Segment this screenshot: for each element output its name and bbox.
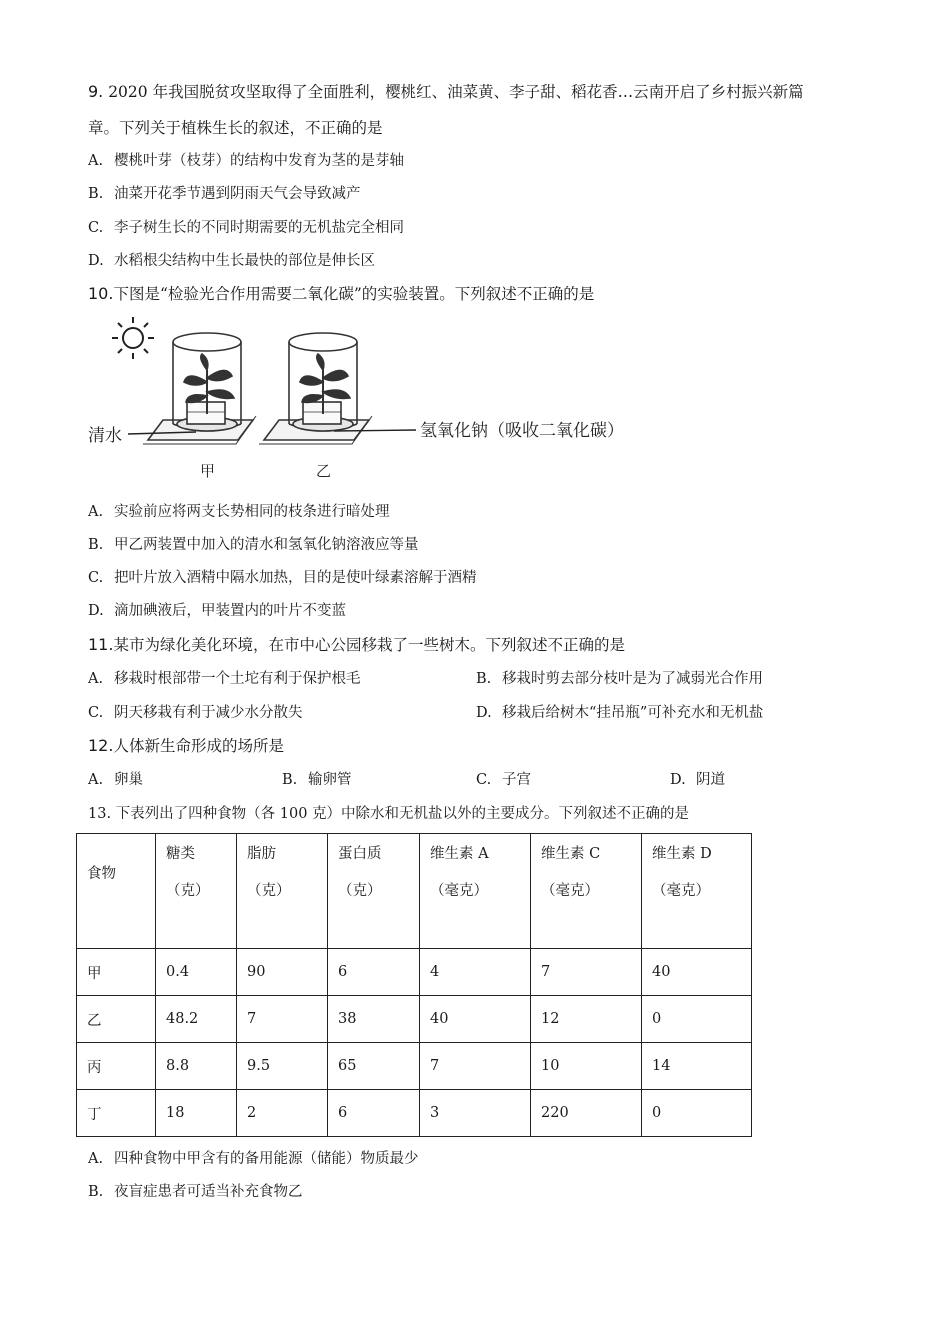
table-cell: 甲: [77, 949, 156, 996]
table-cell: 90: [237, 949, 328, 996]
option-label: C.: [88, 570, 104, 586]
q12-option-a: [88, 770, 143, 790]
q11-option-b: [476, 669, 763, 689]
option-text: 李子树生长的不同时期需要的无机盐完全相同: [114, 220, 404, 236]
table-cell: 3: [420, 1090, 531, 1137]
q12-number: 12.: [88, 736, 114, 755]
option-text: 输卵管: [308, 772, 352, 788]
option-label: C.: [88, 220, 104, 236]
table-cell: 4: [420, 949, 531, 996]
option-text: 卵巢: [114, 772, 143, 788]
header-cell: [237, 834, 328, 949]
option-label: C.: [88, 705, 104, 721]
option-label: D.: [670, 772, 686, 788]
table-cell: 9.5: [237, 1043, 328, 1090]
header-unit: （毫克）: [652, 883, 710, 899]
q10-stem-text: 下图是“检验光合作用需要二氧化碳”的实验装置。下列叙述不正确的是: [113, 285, 595, 303]
header-unit: （毫克）: [541, 883, 599, 899]
q11-option-a: [88, 669, 361, 689]
q9-option-a: [88, 151, 404, 171]
header-cell: [156, 834, 237, 949]
header-cell: [77, 834, 156, 949]
table-row: [77, 996, 752, 1043]
q9-stem-line2: 章。下列关于植株生长的叙述，不正确的是: [88, 119, 383, 137]
header-text: 脂肪: [247, 846, 276, 862]
option-label: B.: [282, 772, 298, 788]
q12-option-c: [476, 770, 531, 790]
q9-number: 9.: [88, 82, 104, 101]
q9-stem-text: 2020 年我国脱贫攻坚取得了全面胜利，樱桃红、油菜黄、李子甜、稻花香…云南开启了乡村振兴新篇: [103, 83, 804, 101]
option-text: 移栽时根部带一个土坨有利于保护根毛: [114, 671, 361, 687]
table-cell: 7: [237, 996, 328, 1043]
apparatus-yi: [259, 333, 372, 444]
table-cell: 10: [531, 1043, 642, 1090]
q12-stem: [88, 736, 284, 756]
table-cell: 2: [237, 1090, 328, 1137]
q10-number: 10.: [88, 284, 114, 303]
option-label: B.: [88, 1184, 104, 1200]
table-cell: 0: [642, 1090, 752, 1137]
header-text: 糖类: [166, 846, 195, 862]
option-text: 四种食物中甲含有的备用能源（储能）物质最少: [114, 1151, 419, 1167]
experiment-diagram: [88, 312, 648, 492]
table-cell: 7: [531, 949, 642, 996]
option-label: A.: [88, 671, 104, 687]
header-text: 蛋白质: [338, 846, 382, 862]
option-label: A.: [88, 504, 104, 520]
q10-option-d: [88, 601, 346, 621]
option-text: 樱桃叶芽（枝芽）的结构中发育为茎的是芽轴: [114, 153, 404, 169]
option-text: 子宫: [502, 772, 531, 788]
option-label: A.: [88, 772, 104, 788]
table-cell: 220: [531, 1090, 642, 1137]
option-text: 油菜开花季节遇到阴雨天气会导致减产: [114, 186, 361, 202]
table-cell: 48.2: [156, 996, 237, 1043]
sun-icon: [112, 317, 154, 359]
label-naoh: 氢氧化钠（吸收二氧化碳）: [420, 421, 624, 441]
q12-option-d: [670, 770, 725, 790]
table-row: [77, 1090, 752, 1137]
q10-option-c: [88, 568, 477, 588]
header-cell: [642, 834, 752, 949]
table-cell: 6: [328, 1090, 420, 1137]
caption-jia: 甲: [200, 462, 216, 480]
q10-option-b: [88, 535, 419, 555]
option-text: 水稻根尖结构中生长最快的部位是伸长区: [114, 253, 375, 269]
option-label: B.: [88, 186, 104, 202]
q10-option-a: [88, 502, 390, 522]
q11-stem-text: 某市为绿化美化环境，在市中心公园移栽了一些树木。下列叙述不正确的是: [113, 636, 625, 654]
header-unit: （克）: [247, 883, 291, 899]
table-cell: 0: [642, 996, 752, 1043]
option-text: 实验前应将两支长势相同的枝条进行暗处理: [114, 504, 390, 520]
q9-option-b: [88, 184, 361, 204]
option-text: 把叶片放入酒精中隔水加热，目的是使叶绿素溶解于酒精: [114, 570, 477, 586]
header-cell: [531, 834, 642, 949]
label-water: 清水: [88, 426, 122, 446]
table-cell: 12: [531, 996, 642, 1043]
table-cell: 38: [328, 996, 420, 1043]
table-cell: 8.8: [156, 1043, 237, 1090]
experiment-figure: [88, 312, 648, 492]
q9-stem-line1: [88, 82, 804, 102]
header-text: 维生素 D: [652, 846, 712, 862]
table-cell: 丙: [77, 1043, 156, 1090]
option-text: 甲乙两装置中加入的清水和氢氧化钠溶液应等量: [114, 537, 419, 553]
q11-option-c: [88, 703, 303, 723]
header-cell: [328, 834, 420, 949]
option-label: D.: [88, 253, 104, 269]
option-text: 夜盲症患者可适当补充食物乙: [114, 1184, 303, 1200]
q11-number: 11.: [88, 635, 114, 654]
option-label: B.: [88, 537, 104, 553]
q10-stem: [88, 284, 594, 304]
caption-yi: 乙: [316, 462, 332, 480]
pointer-line-right: [334, 430, 416, 431]
q13-stem: 13. 下表列出了四种食物（各 100 克）中除水和无机盐以外的主要成分。下列叙述不正确的是: [88, 806, 690, 822]
q12-option-b: [282, 770, 352, 790]
q9-option-d: [88, 251, 375, 271]
header-unit: （毫克）: [430, 883, 488, 899]
header-cell: [420, 834, 531, 949]
option-text: 移栽时剪去部分枝叶是为了减弱光合作用: [502, 671, 763, 687]
option-label: C.: [476, 772, 492, 788]
table-cell: 0.4: [156, 949, 237, 996]
option-label: A.: [88, 153, 104, 169]
header-text: 维生素 C: [541, 846, 601, 862]
header-text: 维生素 A: [430, 846, 489, 862]
q9-option-c: [88, 218, 404, 238]
header-unit: （克）: [338, 883, 382, 899]
option-label: D.: [88, 603, 104, 619]
option-text: 阴道: [696, 772, 725, 788]
table-cell: 65: [328, 1043, 420, 1090]
table-cell: 40: [420, 996, 531, 1043]
table-cell: 丁: [77, 1090, 156, 1137]
q12-stem-text: 人体新生命形成的场所是: [113, 737, 284, 755]
table-cell: 14: [642, 1043, 752, 1090]
table-row: [77, 949, 752, 996]
option-text: 阴天移栽有利于减少水分散失: [114, 705, 303, 721]
option-label: B.: [476, 671, 492, 687]
option-label: A.: [88, 1151, 104, 1167]
food-composition-table: [76, 833, 752, 1137]
q13-option-a: [88, 1149, 419, 1169]
table-cell: 7: [420, 1043, 531, 1090]
q11-stem: [88, 635, 625, 655]
header-text: 食物: [87, 866, 116, 882]
table-cell: 18: [156, 1090, 237, 1137]
q11-option-d: [476, 703, 763, 723]
table-cell: 40: [642, 949, 752, 996]
q13-option-b: [88, 1182, 303, 1202]
option-label: D.: [476, 705, 492, 721]
apparatus-jia: [143, 333, 256, 444]
table-cell: 6: [328, 949, 420, 996]
table-cell: 乙: [77, 996, 156, 1043]
option-text: 移栽后给树木“挂吊瓶”可补充水和无机盐: [502, 705, 764, 721]
option-text: 滴加碘液后，甲装置内的叶片不变蓝: [114, 603, 346, 619]
header-unit: （克）: [166, 883, 210, 899]
table-header-row: [77, 834, 752, 949]
table-row: [77, 1043, 752, 1090]
